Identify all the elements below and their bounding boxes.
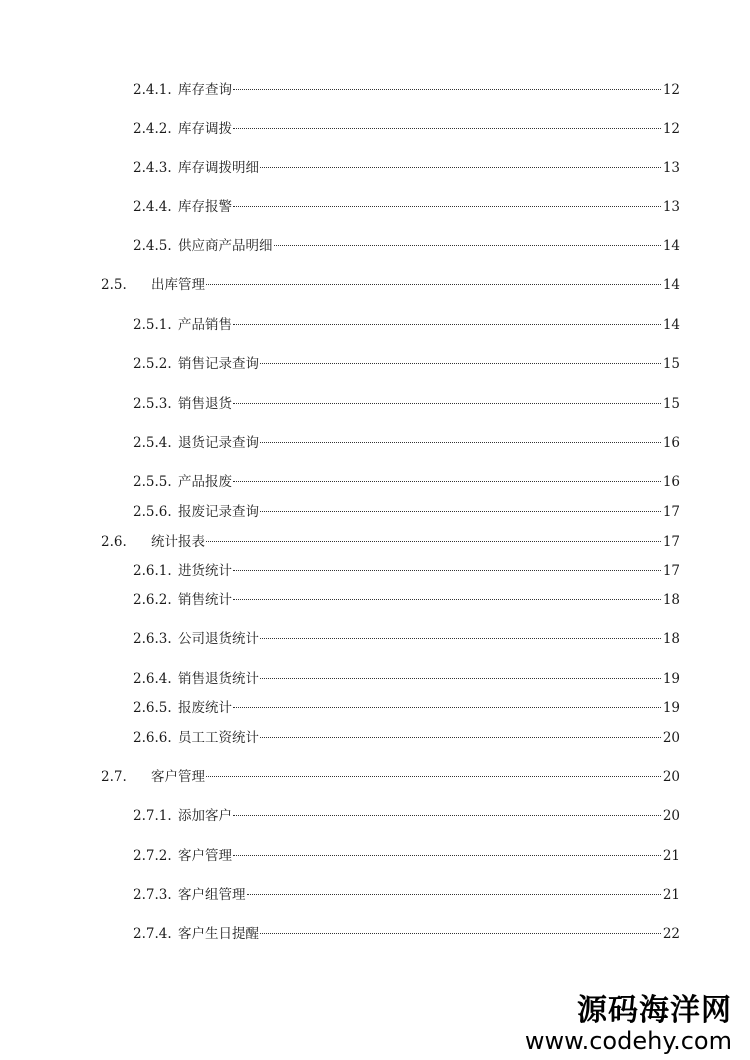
- watermark: [525, 994, 732, 1054]
- toc-entry-title: 公司退货统计: [178, 631, 259, 647]
- toc-entry-number: 2.7.4.: [133, 926, 172, 942]
- toc-entry-page-number: 15: [662, 356, 680, 372]
- dot-leader: [274, 245, 662, 246]
- toc-entry-title: 供应商产品明细: [178, 238, 273, 254]
- toc-entry-page-number: 14: [662, 277, 680, 293]
- toc-entry-page-number: 17: [662, 504, 680, 520]
- toc-entry[interactable]: [101, 274, 680, 296]
- toc-entry-title: 销售退货: [178, 396, 232, 412]
- toc-entry-page-number: 19: [662, 700, 680, 716]
- toc-entry-title: 统计报表: [151, 534, 205, 550]
- toc-entry-page-number: 20: [662, 808, 680, 824]
- toc-entry[interactable]: [133, 501, 680, 523]
- toc-entry-number: 2.4.4.: [133, 199, 172, 215]
- toc-entry-page-number: 13: [662, 160, 680, 176]
- toc-entry[interactable]: [133, 628, 680, 650]
- dot-leader: [233, 707, 661, 708]
- toc-entry-number: 2.5.3.: [133, 396, 172, 412]
- toc-entry[interactable]: [133, 79, 680, 101]
- toc-entry-number: 2.6.: [101, 534, 127, 550]
- toc-entry[interactable]: [133, 314, 680, 336]
- toc-entry-page-number: 17: [662, 563, 680, 579]
- dot-leader: [233, 815, 661, 816]
- dot-leader: [260, 737, 661, 738]
- toc-entry-page-number: 13: [662, 199, 680, 215]
- toc-entry-number: 2.6.2.: [133, 592, 172, 608]
- toc-entry-title: 销售退货统计: [178, 671, 259, 687]
- dot-leader: [233, 324, 661, 325]
- toc-entry[interactable]: [133, 805, 680, 827]
- dot-leader: [206, 541, 661, 542]
- toc-entry-number: 2.6.3.: [133, 631, 172, 647]
- dot-leader: [260, 442, 661, 443]
- dot-leader: [233, 89, 661, 90]
- toc-entry-title: 库存调拨明细: [178, 160, 259, 176]
- dot-leader: [206, 776, 661, 777]
- toc-entry-page-number: 20: [662, 769, 680, 785]
- toc-entry-page-number: 14: [662, 317, 680, 333]
- toc-entry-number: 2.5.1.: [133, 317, 172, 333]
- dot-leader: [260, 638, 661, 639]
- toc-entry-number: 2.4.2.: [133, 121, 172, 137]
- dot-leader: [260, 933, 661, 934]
- toc-entry[interactable]: [101, 766, 680, 788]
- toc-entry-page-number: 18: [662, 592, 680, 608]
- dot-leader: [233, 206, 661, 207]
- toc-entry-page-number: 20: [662, 730, 680, 746]
- toc-entry-title: 库存报警: [178, 199, 232, 215]
- toc-entry-number: 2.5.: [101, 277, 127, 293]
- toc-entry-title: 报废统计: [178, 700, 232, 716]
- toc-entry[interactable]: [133, 923, 680, 945]
- toc-entry[interactable]: [133, 393, 680, 415]
- toc-entry-page-number: 12: [662, 82, 680, 98]
- watermark-url: www.codehy.com: [524, 1027, 732, 1055]
- toc-entry-page-number: 17: [662, 534, 680, 550]
- toc-entry[interactable]: [133, 471, 680, 493]
- toc-entry-page-number: 15: [662, 396, 680, 412]
- toc-entry-number: 2.7.2.: [133, 848, 172, 864]
- toc-entry-number: 2.5.4.: [133, 435, 172, 451]
- toc-entry-number: 2.4.3.: [133, 160, 172, 176]
- toc-entry[interactable]: [133, 589, 680, 611]
- toc-entry-title: 客户组管理: [178, 887, 246, 903]
- toc-entry[interactable]: [133, 157, 680, 179]
- dot-leader: [233, 481, 661, 482]
- toc-entry[interactable]: [133, 560, 680, 582]
- toc-entry[interactable]: [133, 432, 680, 454]
- toc-entry-page-number: 21: [662, 848, 680, 864]
- toc-entry[interactable]: [133, 845, 680, 867]
- toc-entry-page-number: 16: [662, 474, 680, 490]
- toc-entry-title: 客户管理: [151, 769, 205, 785]
- toc-entry-page-number: 14: [662, 238, 680, 254]
- toc-entry-title: 退货记录查询: [178, 435, 259, 451]
- toc-entry-number: 2.6.6.: [133, 730, 172, 746]
- dot-leader: [247, 894, 662, 895]
- toc-entry-number: 2.5.5.: [133, 474, 172, 490]
- toc-entry[interactable]: [133, 668, 680, 690]
- toc-entry-title: 库存调拨: [178, 121, 232, 137]
- toc-entry[interactable]: [133, 727, 680, 749]
- toc-entry-number: 2.6.4.: [133, 671, 172, 687]
- toc-entry-number: 2.7.3.: [133, 887, 172, 903]
- toc-entry-page-number: 22: [662, 926, 680, 942]
- toc-entry-page-number: 16: [662, 435, 680, 451]
- dot-leader: [206, 284, 661, 285]
- dot-leader: [233, 570, 661, 571]
- toc-entry-title: 销售统计: [178, 592, 232, 608]
- watermark-site-name: 源码海洋网: [577, 993, 732, 1028]
- toc-entry[interactable]: [133, 235, 680, 257]
- toc-entry[interactable]: [133, 196, 680, 218]
- toc-entry[interactable]: [133, 353, 680, 375]
- toc-entry-title: 员工工资统计: [178, 730, 259, 746]
- toc-entry-title: 添加客户: [178, 808, 232, 824]
- toc-entry-title: 产品报废: [178, 474, 232, 490]
- toc-entry-page-number: 12: [662, 121, 680, 137]
- toc-entry-number: 2.5.2.: [133, 356, 172, 372]
- toc-entry[interactable]: [101, 531, 680, 553]
- toc-entry-title: 报废记录查询: [178, 504, 259, 520]
- dot-leader: [233, 599, 661, 600]
- toc-entry-page-number: 21: [662, 887, 680, 903]
- toc-entry-number: 2.7.: [101, 769, 127, 785]
- toc-entry-number: 2.7.1.: [133, 808, 172, 824]
- toc-entry-title: 进货统计: [178, 563, 232, 579]
- toc-entry-number: 2.4.5.: [133, 238, 172, 254]
- dot-leader: [260, 167, 661, 168]
- toc-entry-number: 2.6.5.: [133, 700, 172, 716]
- toc-entry[interactable]: [133, 884, 680, 906]
- dot-leader: [260, 363, 661, 364]
- toc-entry-number: 2.6.1.: [133, 563, 172, 579]
- toc-entry-page-number: 19: [662, 671, 680, 687]
- dot-leader: [260, 511, 661, 512]
- dot-leader: [233, 403, 661, 404]
- toc-entry-title: 产品销售: [178, 317, 232, 333]
- toc-entry-title: 销售记录查询: [178, 356, 259, 372]
- toc-entry-title: 客户管理: [178, 848, 232, 864]
- toc-entry-title: 客户生日提醒: [178, 926, 259, 942]
- dot-leader: [233, 855, 661, 856]
- toc-entry[interactable]: [133, 118, 680, 140]
- toc-entry-number: 2.4.1.: [133, 82, 172, 98]
- dot-leader: [260, 678, 661, 679]
- toc-entry[interactable]: [133, 697, 680, 719]
- toc-entry-title: 库存查询: [178, 82, 232, 98]
- dot-leader: [233, 128, 661, 129]
- toc-entry-number: 2.5.6.: [133, 504, 172, 520]
- toc-entry-title: 出库管理: [151, 277, 205, 293]
- toc-entry-page-number: 18: [662, 631, 680, 647]
